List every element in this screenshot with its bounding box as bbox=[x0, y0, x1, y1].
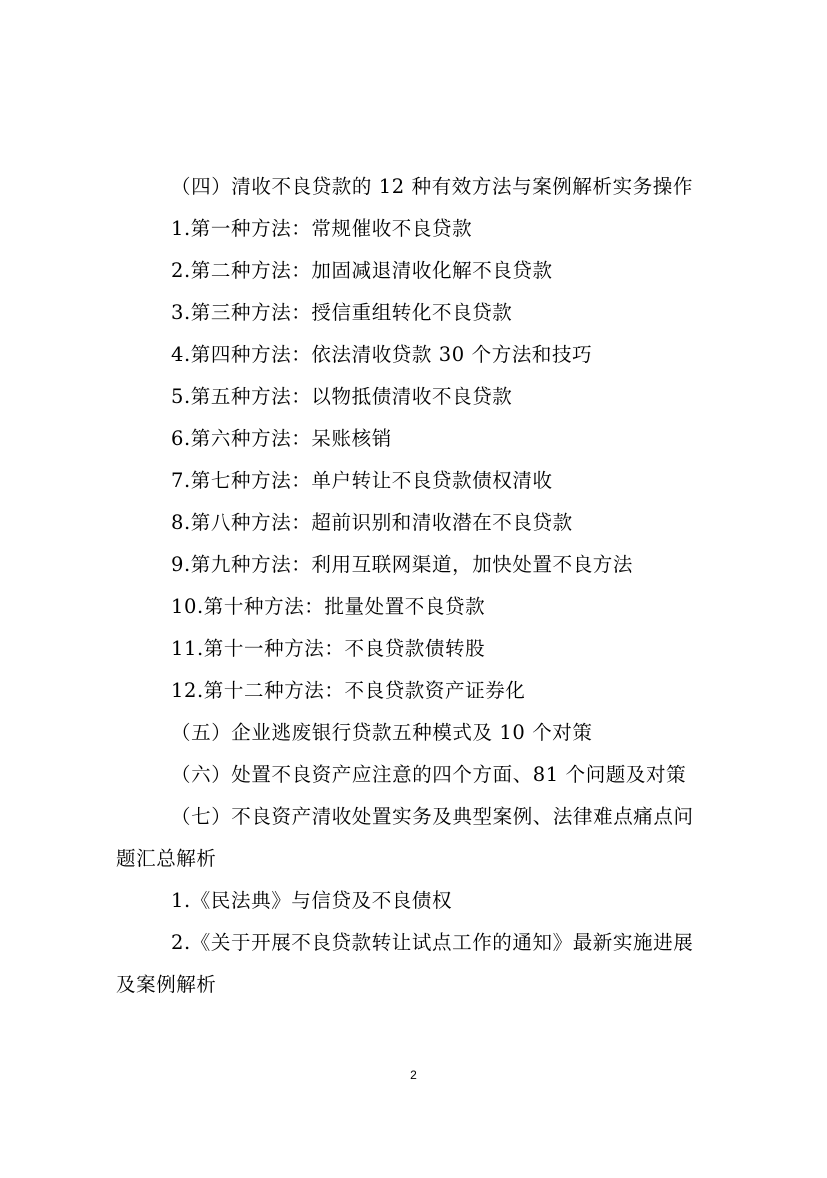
section-six-heading: （六）处置不良资产应注意的四个方面、81 个问题及对策 bbox=[171, 763, 687, 786]
method-item: 10.第十种方法：批量处置不良贷款 bbox=[171, 595, 486, 618]
section-four-heading: （四）清收不良贷款的 12 种有效方法与案例解析实务操作 bbox=[171, 175, 694, 198]
section-five-heading: （五）企业逃废银行贷款五种模式及 10 个对策 bbox=[171, 721, 593, 744]
method-item: 12.第十二种方法：不良贷款资产证券化 bbox=[171, 679, 526, 702]
method-item: 6.第六种方法：呆账核销 bbox=[171, 427, 392, 450]
method-item: 8.第八种方法：超前识别和清收潜在不良贷款 bbox=[171, 511, 573, 534]
method-item: 7.第七种方法：单户转让不良贷款债权清收 bbox=[171, 469, 553, 492]
list-item: 2.《关于开展不良贷款转让试点工作的通知》最新实施进展 bbox=[171, 931, 694, 954]
list-item: 1.《民法典》与信贷及不良债权 bbox=[171, 889, 453, 912]
method-item: 11.第十一种方法：不良贷款债转股 bbox=[171, 637, 486, 660]
list-item-continued: 及案例解析 bbox=[116, 973, 217, 996]
section-seven-heading: （七）不良资产清收处置实务及典型案例、法律难点痛点问 bbox=[171, 805, 694, 828]
method-item: 9.第九种方法：利用互联网渠道，加快处置不良方法 bbox=[171, 553, 634, 576]
method-item: 1.第一种方法：常规催收不良贷款 bbox=[171, 217, 473, 240]
method-item: 3.第三种方法：授信重组转化不良贷款 bbox=[171, 301, 513, 324]
method-item: 4.第四种方法：依法清收贷款 30 个方法和技巧 bbox=[171, 343, 593, 366]
section-seven-heading-continued: 题汇总解析 bbox=[116, 847, 217, 870]
method-item: 2.第二种方法：加固减退清收化解不良贷款 bbox=[171, 259, 553, 282]
page-number: 2 bbox=[410, 1068, 417, 1082]
method-item: 5.第五种方法：以物抵债清收不良贷款 bbox=[171, 385, 513, 408]
